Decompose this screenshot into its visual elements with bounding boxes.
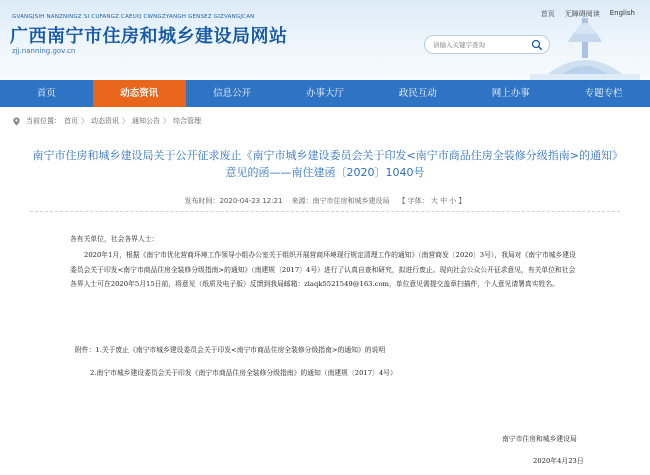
main-nav	[0, 80, 650, 107]
breadcrumb-separator: 〉	[81, 117, 88, 125]
top-links	[541, 9, 635, 19]
breadcrumb-notices[interactable]: 通知公告	[132, 117, 160, 125]
breadcrumb-home[interactable]: 首页	[64, 117, 78, 125]
font-size-large[interactable]: 大	[430, 197, 438, 205]
nav-item-interaction[interactable]: 政民互动	[398, 88, 437, 99]
breadcrumb-separator: 〉	[163, 117, 170, 125]
breadcrumb	[12, 116, 201, 126]
location-icon	[12, 117, 21, 126]
salutation: 各有关单位，社会各界人士：	[70, 235, 159, 243]
body-paragraph: 2020年1月，根据《南宁市优化营商环境工作领导小组办公室关于组织开展营商环境现行规定清理工作的通知》（南营商发〔2020〕3号），我局对《南宁市城乡建设委员会关于印发<南宁市商品住房全装修分级指南>的通知》（南建规〔2017〕4号）进行了认真自查和研究，拟进行废止。现向社会公众公开征求意见，有关单位和社会各界人士可在2020年5月15日前，将意见（纸质及电子版）反馈到我局邮箱：zlaqk5521549@163.com，单位意见需提交盖章扫描件，个人意见请署真实姓名。	[70, 251, 576, 288]
breadcrumb-news[interactable]: 动态资讯	[91, 117, 119, 125]
top-link-english[interactable]: English	[609, 9, 635, 17]
article-title: 南宁市住房和城乡建设局关于公开征求废止《南宁市城乡建设委员会关于印发<南宁市商品住房全装修分级指南>的通知》意见的函——南住建函〔2020〕1040号	[32, 149, 618, 179]
search-box	[424, 35, 550, 54]
signature-date: 2020年4月23日	[533, 457, 584, 465]
font-size-label: 【 字体：	[398, 197, 429, 205]
meta-divider	[30, 211, 620, 212]
nav-item-info-disclosure[interactable]: 信息公开	[213, 88, 252, 99]
site-title[interactable]: 广西南宁市住房和城乡建设局网站	[10, 26, 288, 47]
nav-item-service-hall[interactable]: 办事大厅	[306, 88, 345, 99]
top-link-home[interactable]: 首页	[540, 10, 555, 18]
signature-organization: 南宁市住房和城乡建设局	[502, 435, 577, 443]
nav-item-news[interactable]: 动态资讯	[93, 80, 186, 107]
article-source: 来源：南宁市住房和城乡建设局	[291, 197, 390, 205]
site-domain: zjj.nanning.gov.cn	[12, 47, 76, 55]
attachment-2-link[interactable]: 2.南宁市城乡建设委员会关于印发《南宁市商品住房全装修分级指南》的通知（南建规〔2017〕4号）	[90, 369, 397, 377]
breadcrumb-separator: 〉	[122, 117, 129, 125]
top-link-accessibility[interactable]: 无障碍阅读	[564, 10, 600, 18]
publish-date: 发布时间：2020-04-23 12:21	[184, 197, 283, 205]
article-meta	[0, 196, 650, 206]
search-icon[interactable]	[531, 39, 543, 51]
font-size-bracket-end: 】	[458, 197, 466, 205]
search-input[interactable]	[425, 41, 525, 49]
nav-item-special-topics[interactable]: 专题专栏	[584, 88, 623, 99]
breadcrumb-general-admin[interactable]: 综合管理	[173, 117, 201, 125]
nav-item-online-service[interactable]: 网上办事	[491, 88, 530, 99]
breadcrumb-prefix: 当前位置：	[26, 117, 61, 125]
font-size-small[interactable]: 小	[449, 197, 457, 205]
nav-item-home[interactable]: 首页	[36, 88, 56, 99]
site-pinyin-title: GVANGJSIH NANZNINGZ SI CUFANGZ CAEUQ CWNGZYANGH GENSEZ GIZVANGJCAN	[12, 14, 255, 20]
site-header	[0, 0, 650, 80]
font-size-medium[interactable]: 中	[440, 197, 448, 205]
attachment-1-link[interactable]: 附件：1.关于废止《南宁市城乡建设委员会关于印发<南宁市商品住房全装修分级指南>的通知》的说明	[75, 346, 386, 354]
